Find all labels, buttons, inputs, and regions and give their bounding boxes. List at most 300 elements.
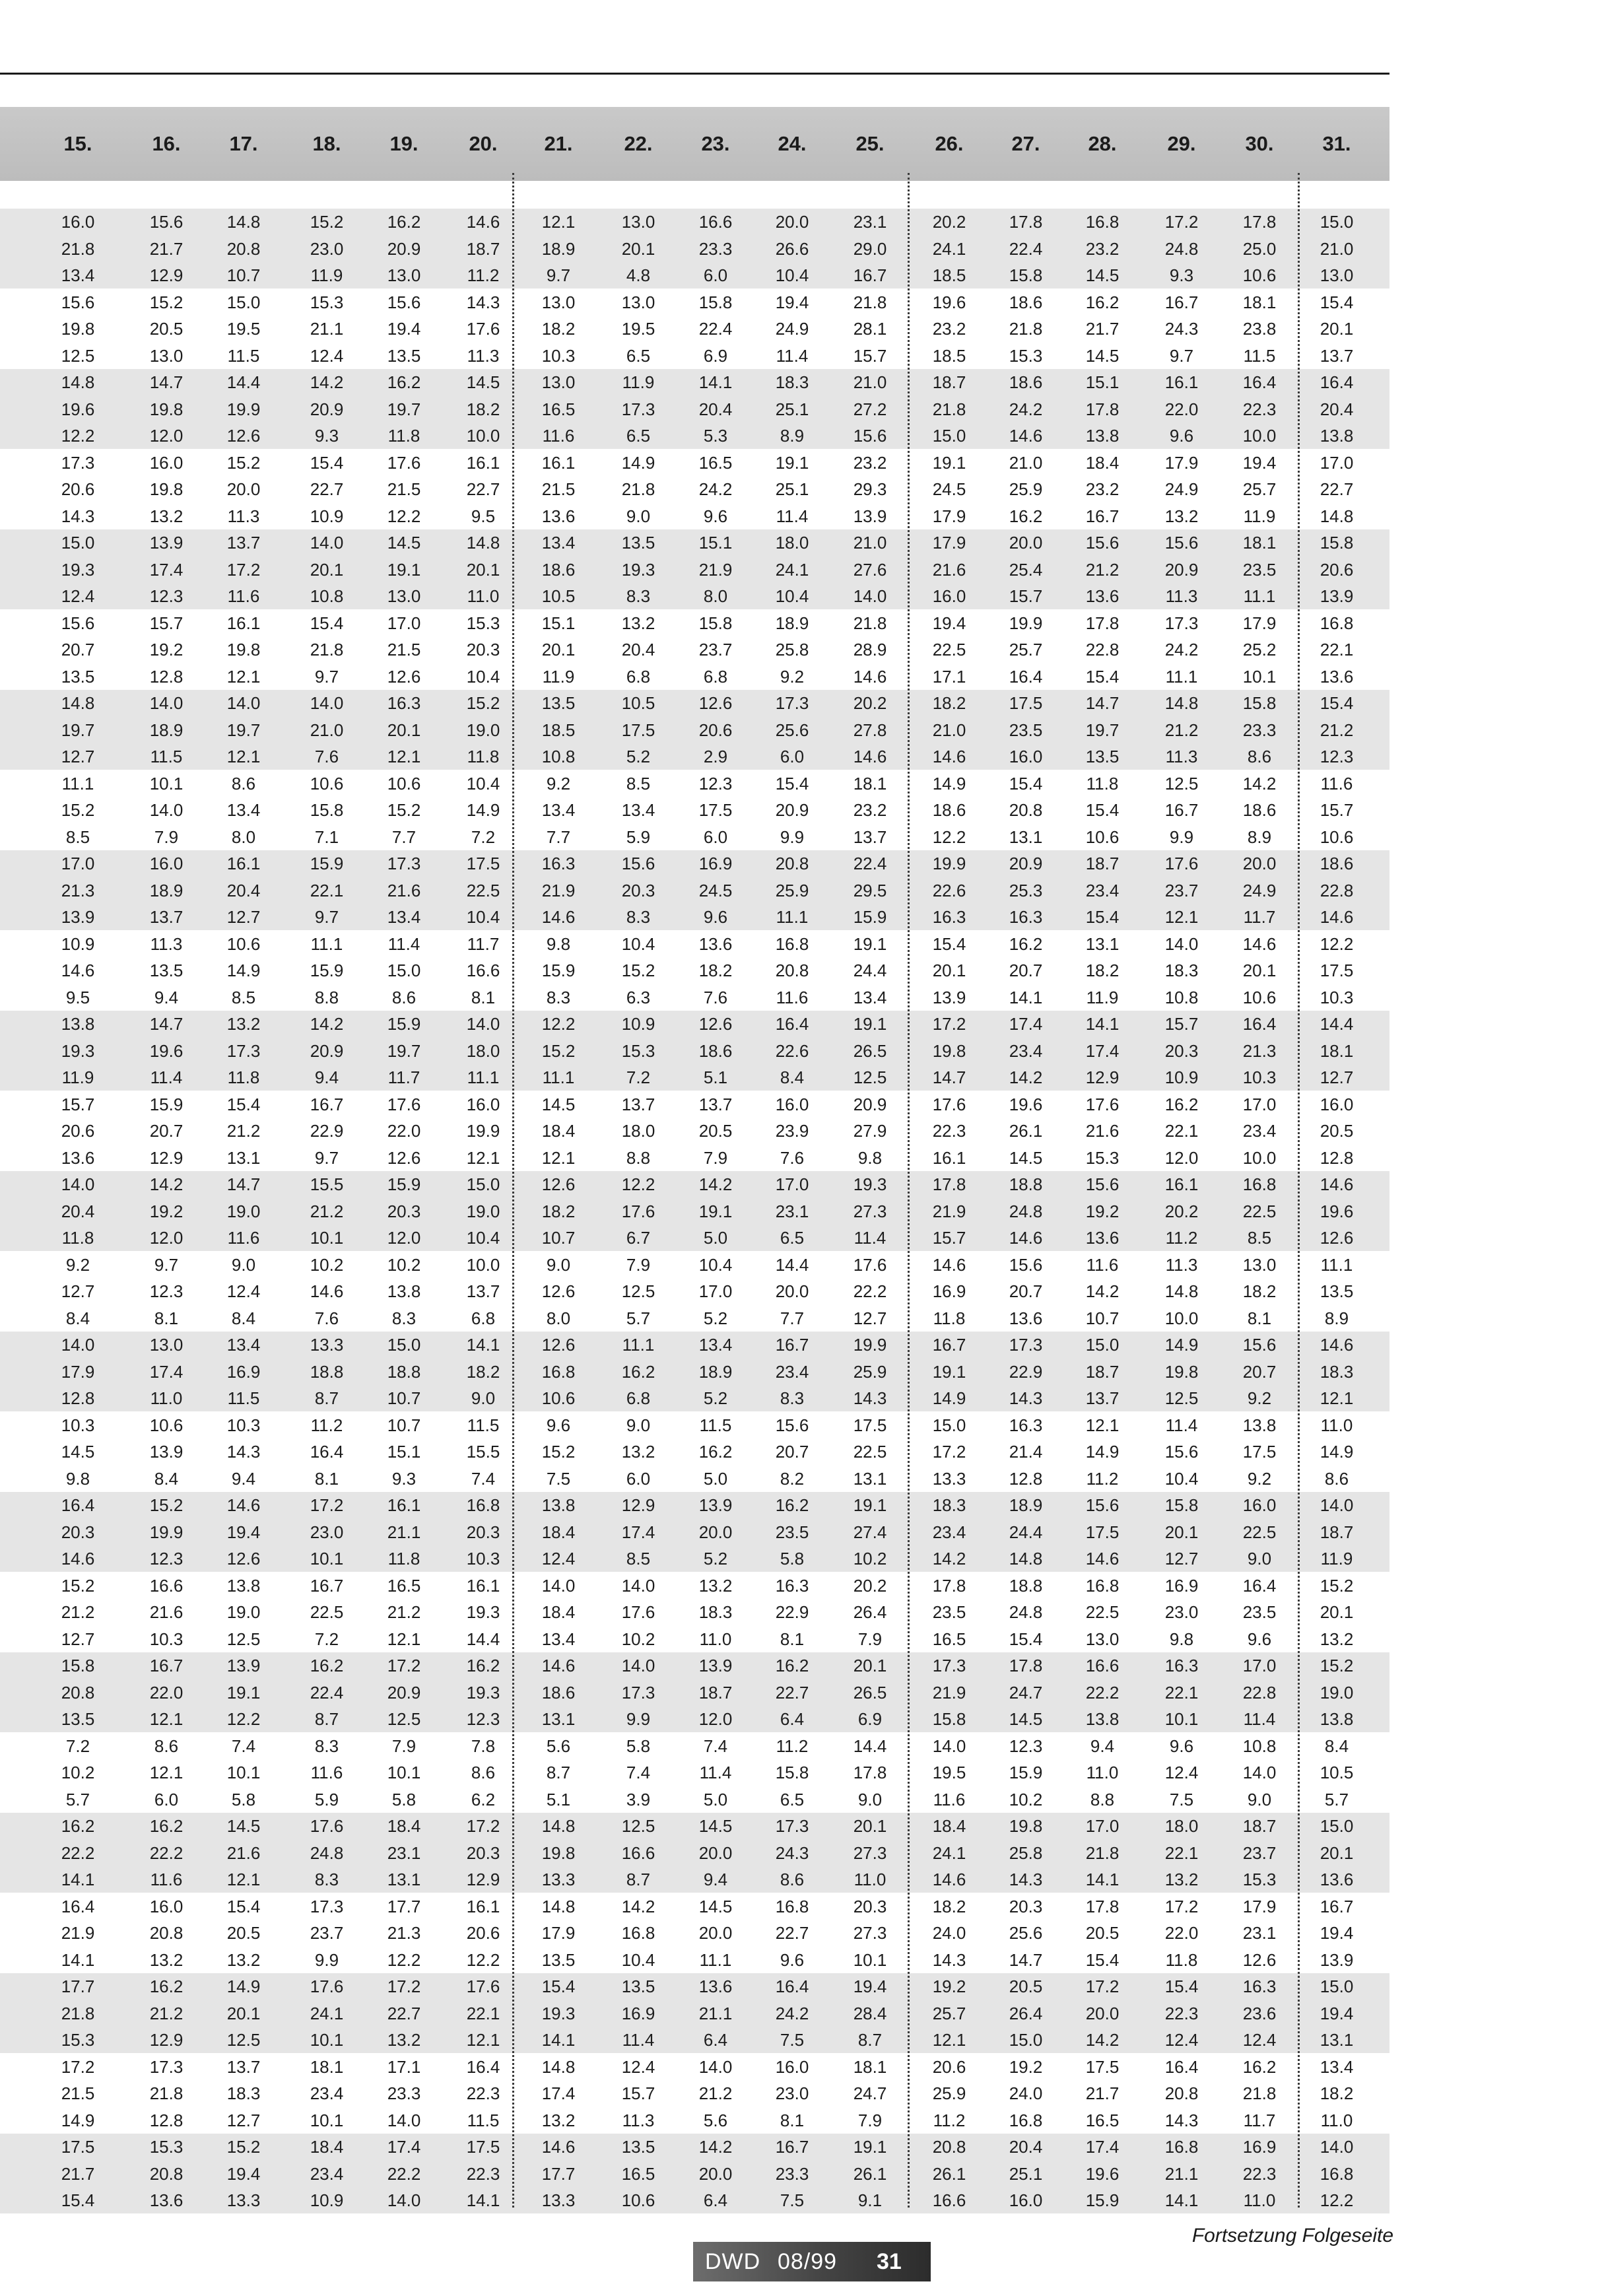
day-header-25: 25. [855, 132, 885, 155]
table-cell: 21.8 [621, 479, 655, 499]
table-cell: 14.3 [932, 1949, 966, 1970]
table-cell: 8.6 [391, 987, 417, 1007]
table-cell: 19.8 [226, 640, 261, 659]
table-cell: 22.8 [1242, 1682, 1277, 1703]
table-cell: 13.3 [226, 2190, 261, 2210]
table-cell: 20.1 [621, 238, 655, 259]
table-cell: 17.6 [1085, 1094, 1120, 1114]
table-cell: 20.1 [466, 559, 500, 580]
table-cell: 12.5 [1164, 1388, 1199, 1408]
table-row [0, 2080, 1389, 2107]
table-cell: 10.8 [1242, 1736, 1277, 1756]
table-cell: 5.6 [703, 2110, 728, 2130]
table-cell: 18.9 [775, 613, 809, 633]
table-cell: 6.8 [703, 666, 728, 687]
table-cell: 20.3 [61, 1522, 95, 1542]
table-cell: 6.4 [780, 1709, 805, 1729]
table-cell: 21.9 [932, 1201, 966, 1221]
table-cell: 15.2 [1320, 1656, 1354, 1675]
table-row [0, 476, 1389, 503]
table-cell: 18.9 [149, 720, 184, 740]
table-cell: 13.2 [387, 2030, 421, 2050]
table-cell: 22.5 [1085, 1602, 1120, 1622]
table-cell: 13.2 [1164, 1870, 1199, 1889]
table-cell: 16.9 [1164, 1575, 1199, 1596]
table-cell: 21.2 [1164, 720, 1199, 740]
table-cell: 23.1 [1242, 1923, 1277, 1943]
table-cell: 9.2 [65, 1254, 90, 1275]
table-row [0, 1091, 1389, 1118]
table-cell: 14.8 [226, 212, 261, 232]
table-row [0, 1947, 1389, 1974]
table-cell: 13.1 [1320, 2030, 1354, 2050]
table-cell: 13.9 [226, 1656, 261, 1675]
table-cell: 7.7 [546, 827, 571, 847]
table-cell: 29.0 [853, 238, 887, 259]
table-cell: 16.2 [698, 1442, 733, 1462]
table-row [0, 610, 1389, 637]
table-cell: 19.3 [466, 1682, 500, 1703]
table-cell: 18.0 [466, 1040, 500, 1061]
table-cell: 13.6 [149, 2190, 184, 2210]
table-cell: 21.1 [1164, 2163, 1199, 2184]
table-cell: 11.9 [622, 372, 655, 392]
table-cell: 14.9 [621, 452, 655, 473]
table-cell: 15.8 [310, 800, 344, 820]
table-cell: 21.6 [226, 1842, 261, 1863]
table-cell: 14.5 [466, 372, 500, 392]
table-cell: 15.4 [61, 2190, 95, 2210]
table-cell: 20.7 [1009, 961, 1043, 980]
table-cell: 16.3 [775, 1575, 809, 1596]
table-cell: 19.1 [226, 1682, 261, 1703]
table-cell: 8.3 [626, 586, 651, 606]
table-cell: 17.9 [1242, 613, 1277, 633]
table-row [0, 289, 1389, 316]
table-cell: 16.7 [310, 1094, 344, 1114]
table-cell: 16.8 [621, 1923, 655, 1943]
table-cell: 20.2 [853, 693, 887, 713]
table-cell: 10.6 [149, 1415, 184, 1435]
table-cell: 17.6 [621, 1602, 655, 1622]
table-cell: 20.4 [226, 880, 261, 900]
table-cell: 21.8 [1242, 2083, 1277, 2103]
table-cell: 17.8 [1009, 212, 1043, 232]
table-cell: 24.2 [1009, 399, 1043, 419]
table-cell: 16.3 [932, 907, 966, 927]
table-cell: 6.0 [780, 747, 805, 766]
table-cell: 12.6 [541, 1174, 576, 1194]
table-cell: 13.2 [226, 1014, 261, 1034]
table-cell: 10.2 [387, 1254, 421, 1275]
table-cell: 9.9 [314, 1949, 339, 1970]
table-cell: 11.3 [1165, 1254, 1198, 1275]
table-cell: 11.4 [1243, 1709, 1276, 1729]
table-cell: 20.0 [1009, 533, 1043, 553]
table-cell: 15.9 [310, 961, 344, 980]
table-cell: 14.0 [387, 2110, 421, 2130]
table-row [0, 2054, 1389, 2081]
table-cell: 17.4 [541, 2083, 576, 2103]
table-cell: 20.0 [698, 2163, 733, 2184]
table-cell: 12.1 [387, 1629, 421, 1649]
table-cell: 21.5 [387, 640, 421, 659]
table-cell: 15.6 [1164, 533, 1199, 553]
table-cell: 13.9 [853, 506, 887, 526]
table-cell: 16.4 [775, 1976, 809, 1996]
table-cell: 21.3 [61, 880, 95, 900]
table-cell: 9.2 [780, 666, 805, 687]
table-cell: 13.6 [1009, 1308, 1043, 1328]
table-cell: 13.6 [541, 506, 576, 526]
table-cell: 13.5 [61, 1709, 95, 1729]
table-cell: 17.0 [387, 613, 421, 633]
page-badge [693, 2242, 931, 2281]
table-cell: 6.0 [154, 1789, 179, 1809]
table-cell: 24.8 [1009, 1602, 1043, 1622]
table-cell: 13.6 [1320, 666, 1354, 687]
table-cell: 8.0 [703, 586, 728, 606]
table-cell: 18.0 [1164, 1816, 1199, 1836]
table-cell: 16.4 [1242, 1014, 1277, 1034]
table-cell: 12.1 [226, 666, 261, 687]
table-cell: 21.2 [310, 1201, 344, 1221]
table-cell: 18.5 [932, 345, 966, 366]
table-row [0, 1466, 1389, 1493]
top-rule [0, 73, 1389, 75]
table-cell: 22.1 [1164, 1121, 1199, 1141]
table-cell: 16.3 [541, 854, 576, 873]
day-header-20: 20. [469, 132, 498, 155]
table-cell: 20.6 [698, 720, 733, 740]
table-cell: 18.9 [541, 238, 576, 259]
table-cell: 13.7 [853, 827, 887, 847]
table-cell: 8.1 [1247, 1308, 1272, 1328]
table-cell: 14.9 [1320, 1442, 1354, 1462]
table-cell: 10.1 [853, 1949, 887, 1970]
table-cell: 13.5 [61, 666, 95, 687]
table-cell: 13.4 [226, 1335, 261, 1355]
table-cell: 20.3 [1009, 1896, 1043, 1916]
table-cell: 17.5 [1320, 961, 1354, 980]
table-row [0, 1920, 1389, 1947]
table-cell: 16.0 [149, 1896, 184, 1916]
table-cell: 25.9 [1009, 479, 1043, 499]
table-cell: 22.4 [1009, 238, 1043, 259]
table-row [0, 1064, 1389, 1091]
table-cell: 13.5 [387, 345, 421, 366]
table-cell: 14.8 [541, 2056, 576, 2077]
table-cell: 19.4 [932, 613, 966, 633]
table-cell: 22.5 [1242, 1201, 1277, 1221]
table-cell: 21.7 [1085, 2083, 1120, 2103]
table-cell: 15.8 [1320, 533, 1354, 553]
table-cell: 15.3 [621, 1040, 655, 1061]
table-cell: 18.2 [1320, 2083, 1354, 2103]
table-cell: 14.0 [310, 533, 344, 553]
table-cell: 25.8 [775, 640, 809, 659]
table-cell: 22.2 [61, 1842, 95, 1863]
table-cell: 16.2 [621, 1361, 655, 1382]
table-cell: 21.8 [149, 2083, 184, 2103]
table-cell: 17.2 [310, 1495, 344, 1515]
table-cell: 12.1 [226, 747, 261, 766]
table-cell: 25.0 [1242, 238, 1277, 259]
table-cell: 20.4 [61, 1201, 95, 1221]
table-cell: 14.6 [932, 1254, 966, 1275]
table-cell: 14.0 [541, 1575, 576, 1596]
table-cell: 18.3 [775, 372, 809, 392]
table-cell: 7.6 [780, 1147, 805, 1168]
table-cell: 14.0 [1320, 1495, 1354, 1515]
table-cell: 11.0 [467, 586, 500, 606]
table-cell: 12.2 [1320, 2190, 1354, 2210]
table-cell: 14.5 [61, 1442, 95, 1462]
table-cell: 12.7 [61, 747, 95, 766]
table-cell: 14.3 [1009, 1870, 1043, 1889]
table-cell: 10.6 [1320, 827, 1354, 847]
table-cell: 13.1 [1009, 827, 1043, 847]
table-cell: 24.9 [775, 319, 809, 339]
table-cell: 15.7 [1320, 800, 1354, 820]
table-cell: 13.4 [621, 800, 655, 820]
table-cell: 9.6 [703, 907, 728, 927]
table-cell: 16.8 [1320, 613, 1354, 633]
table-cell: 10.5 [1320, 1763, 1354, 1782]
table-cell: 11.2 [467, 265, 500, 285]
table-cell: 16.2 [775, 1495, 809, 1515]
table-cell: 13.6 [61, 1147, 95, 1168]
table-cell: 15.0 [1320, 1816, 1354, 1836]
table-cell: 13.8 [1320, 426, 1354, 446]
table-cell: 10.3 [541, 345, 576, 366]
table-cell: 15.0 [61, 533, 95, 553]
table-cell: 17.3 [1009, 1335, 1043, 1355]
table-cell: 15.0 [1085, 1335, 1120, 1355]
table-cell: 16.7 [775, 1335, 809, 1355]
table-cell: 16.9 [226, 1361, 261, 1382]
table-cell: 16.3 [387, 693, 421, 713]
table-cell: 16.1 [466, 1896, 500, 1916]
table-cell: 15.3 [1242, 1870, 1277, 1889]
table-cell: 11.4 [699, 1763, 732, 1782]
table-cell: 11.0 [1243, 2190, 1276, 2210]
table-cell: 21.8 [61, 238, 95, 259]
table-cell: 22.9 [1009, 1361, 1043, 1382]
table-cell: 14.2 [621, 1896, 655, 1916]
table-cell: 15.4 [1164, 1976, 1199, 1996]
table-cell: 19.4 [1320, 2003, 1354, 2023]
table-cell: 29.3 [853, 479, 887, 499]
table-cell: 14.3 [226, 1442, 261, 1462]
table-cell: 20.9 [310, 1040, 344, 1061]
table-cell: 16.2 [387, 212, 421, 232]
table-cell: 13.3 [541, 2190, 576, 2210]
table-cell: 10.6 [1242, 265, 1277, 285]
table-cell: 20.8 [932, 2137, 966, 2157]
table-cell: 13.2 [226, 1949, 261, 1970]
table-cell: 11.6 [776, 987, 809, 1007]
table-cell: 18.2 [932, 693, 966, 713]
table-cell: 14.0 [1164, 933, 1199, 954]
table-cell: 17.6 [466, 1976, 500, 1996]
table-cell: 17.6 [466, 319, 500, 339]
table-row [0, 1278, 1389, 1305]
table-cell: 8.1 [780, 2110, 805, 2130]
table-cell: 12.1 [1320, 1388, 1354, 1408]
table-cell: 16.2 [149, 1976, 184, 1996]
table-cell: 20.1 [1320, 319, 1354, 339]
table-row [0, 2187, 1389, 2214]
table-cell: 11.0 [1320, 1415, 1353, 1435]
table-cell: 6.5 [626, 426, 651, 446]
table-cell: 16.5 [387, 1575, 421, 1596]
table-cell: 6.8 [471, 1308, 496, 1328]
table-cell: 10.8 [1164, 987, 1199, 1007]
table-cell: 16.4 [1320, 372, 1354, 392]
table-cell: 21.8 [932, 399, 966, 419]
table-cell: 18.7 [1242, 1816, 1277, 1836]
table-cell: 21.1 [387, 1522, 421, 1542]
table-cell: 14.6 [466, 212, 500, 232]
table-cell: 23.7 [1242, 1842, 1277, 1863]
table-cell: 17.0 [1242, 1094, 1277, 1114]
table-row [0, 2027, 1389, 2054]
table-cell: 14.2 [698, 1174, 733, 1194]
page-number: 31 [877, 2249, 902, 2274]
table-cell: 14.8 [466, 533, 500, 553]
table-cell: 14.8 [61, 372, 95, 392]
table-cell: 13.5 [541, 1949, 576, 1970]
table-cell: 17.9 [1164, 452, 1199, 473]
table-cell: 26.4 [1009, 2003, 1043, 2023]
table-cell: 9.4 [1090, 1736, 1115, 1756]
table-cell: 17.0 [1085, 1816, 1120, 1836]
table-cell: 18.1 [1242, 533, 1277, 553]
table-cell: 15.2 [621, 961, 655, 980]
table-cell: 16.6 [466, 961, 500, 980]
table-cell: 9.2 [1247, 1388, 1272, 1408]
table-row [0, 850, 1389, 877]
table-cell: 19.2 [1009, 2056, 1043, 2077]
table-cell: 11.5 [227, 345, 260, 366]
table-cell: 21.2 [226, 1121, 261, 1141]
table-cell: 10.0 [1242, 426, 1277, 446]
table-cell: 11.9 [1243, 506, 1276, 526]
table-cell: 12.9 [149, 2030, 184, 2050]
table-cell: 14.4 [466, 1629, 500, 1649]
table-cell: 16.1 [226, 854, 261, 873]
table-cell: 11.7 [1243, 907, 1276, 927]
day-header-17: 17. [229, 132, 258, 155]
table-cell: 26.1 [1009, 1121, 1043, 1141]
table-cell: 19.0 [1320, 1682, 1354, 1703]
table-cell: 23.5 [932, 1602, 966, 1622]
table-cell: 11.1 [699, 1949, 732, 1970]
table-cell: 22.0 [1164, 399, 1199, 419]
table-cell: 11.9 [61, 1067, 94, 1087]
table-cell: 14.7 [1009, 1949, 1043, 1970]
table-cell: 22.3 [1242, 2163, 1277, 2184]
table-cell: 7.4 [471, 1468, 496, 1489]
table-cell: 22.6 [775, 1040, 809, 1061]
table-cell: 5.2 [703, 1549, 728, 1569]
table-cell: 24.7 [853, 2083, 887, 2103]
table-cell: 8.8 [1090, 1789, 1115, 1809]
table-cell: 8.5 [65, 827, 90, 847]
table-cell: 7.9 [703, 1147, 728, 1168]
table-cell: 15.7 [853, 345, 887, 366]
table-cell: 9.4 [703, 1870, 728, 1889]
table-cell: 12.1 [1085, 1415, 1120, 1435]
table-cell: 17.6 [1164, 854, 1199, 873]
table-cell: 12.7 [61, 1281, 95, 1301]
table-cell: 8.6 [154, 1736, 179, 1756]
table-cell: 19.2 [1085, 1201, 1120, 1221]
table-cell: 13.7 [226, 533, 261, 553]
table-cell: 13.8 [1320, 1709, 1354, 1729]
table-cell: 10.1 [149, 773, 184, 793]
table-cell: 17.2 [387, 1656, 421, 1675]
table-cell: 17.5 [1242, 1442, 1277, 1462]
table-cell: 25.6 [775, 720, 809, 740]
table-cell: 10.6 [541, 1388, 576, 1408]
table-cell: 22.8 [1085, 640, 1120, 659]
table-cell: 11.1 [61, 773, 94, 793]
table-cell: 12.1 [1164, 907, 1199, 927]
table-cell: 13.0 [1242, 1254, 1277, 1275]
table-cell: 19.3 [621, 559, 655, 580]
table-cell: 22.7 [466, 479, 500, 499]
table-cell: 18.4 [1085, 452, 1120, 473]
table-cell: 6.0 [703, 265, 728, 285]
table-cell: 9.9 [1169, 827, 1194, 847]
table-cell: 13.0 [387, 586, 421, 606]
table-cell: 21.4 [1009, 1442, 1043, 1462]
table-row [0, 1171, 1389, 1198]
table-cell: 14.6 [61, 1549, 95, 1569]
table-cell: 14.0 [1320, 2137, 1354, 2157]
table-cell: 14.0 [698, 2056, 733, 2077]
table-cell: 18.0 [621, 1121, 655, 1141]
table-cell: 21.9 [541, 880, 576, 900]
table-cell: 13.8 [1242, 1415, 1277, 1435]
table-row [0, 209, 1389, 236]
table-cell: 14.2 [698, 2137, 733, 2157]
table-cell: 20.7 [1242, 1361, 1277, 1382]
table-cell: 14.6 [1009, 426, 1043, 446]
table-cell: 22.7 [775, 1682, 809, 1703]
table-cell: 16.7 [932, 1335, 966, 1355]
table-cell: 21.1 [698, 2003, 733, 2023]
day-header-30: 30. [1245, 132, 1274, 155]
table-cell: 17.6 [932, 1094, 966, 1114]
table-cell: 14.5 [1009, 1709, 1043, 1729]
table-cell: 13.5 [1320, 1281, 1354, 1301]
table-cell: 15.2 [149, 1495, 184, 1515]
table-cell: 12.7 [1164, 1549, 1199, 1569]
table-cell: 15.6 [853, 426, 887, 446]
table-cell: 21.2 [1085, 559, 1120, 580]
table-cell: 18.7 [1320, 1522, 1354, 1542]
table-cell: 15.3 [1085, 1147, 1120, 1168]
table-cell: 12.0 [1164, 1147, 1199, 1168]
table-cell: 11.2 [1165, 1228, 1198, 1248]
table-cell: 4.8 [626, 265, 651, 285]
table-cell: 7.5 [1169, 1789, 1194, 1809]
table-cell: 12.5 [226, 1629, 261, 1649]
table-cell: 9.0 [471, 1388, 496, 1408]
